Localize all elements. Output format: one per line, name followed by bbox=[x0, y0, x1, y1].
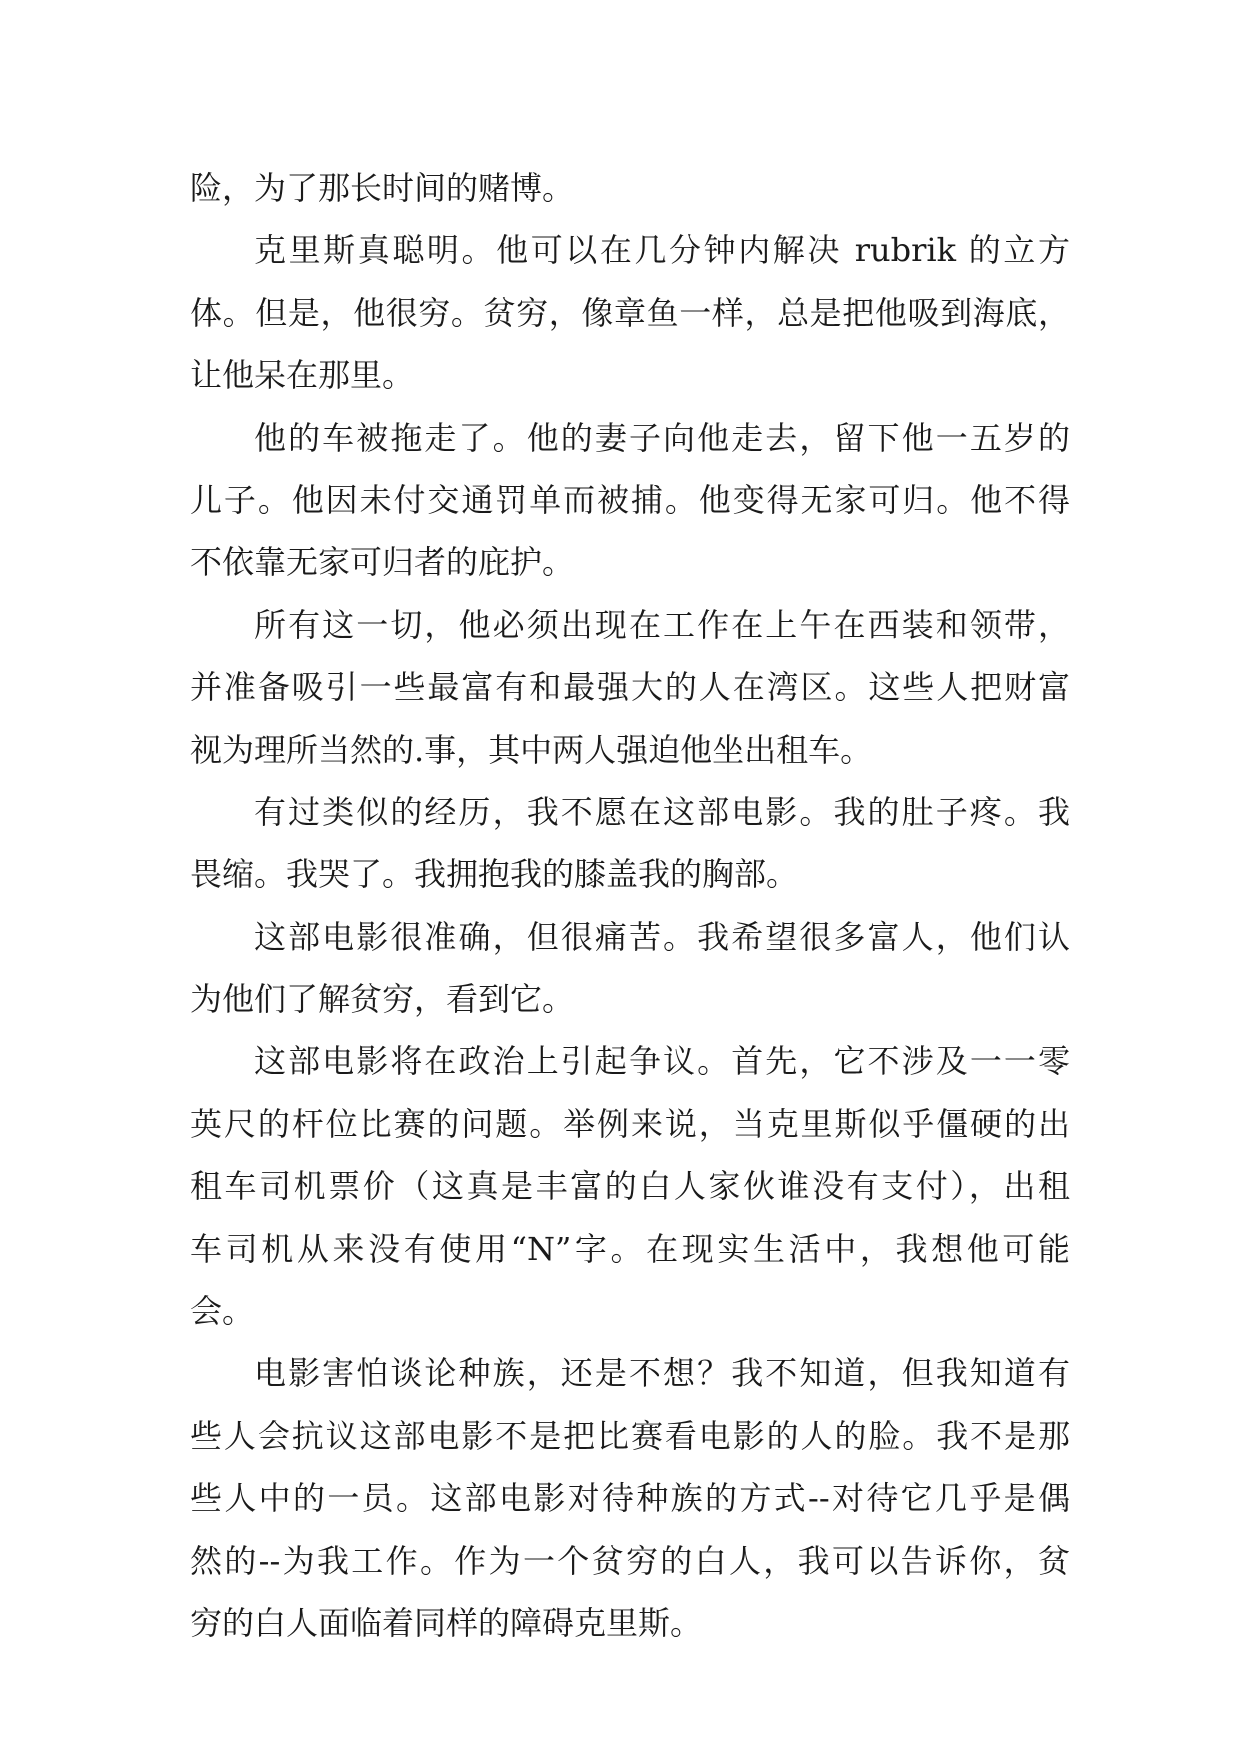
paragraph-5 bbox=[190, 781, 1070, 906]
text-line: 克里斯真聪明。他可以在几分钟内解决 rubrik 的立方 bbox=[254, 231, 1070, 270]
paragraph-1 bbox=[190, 157, 1070, 219]
text-line: 租车司机票价（这真是丰富的白人家伙谁没有支付），出租 bbox=[190, 1167, 1070, 1206]
text-line: 险，为了那长时间的赌博。 bbox=[190, 169, 575, 207]
text-line: 些人中的一员。这部电影对待种族的方式--对待它几乎是偶 bbox=[190, 1479, 1070, 1518]
text-line: 所有这一切，他必须出现在工作在上午在西装和领带， bbox=[254, 605, 1070, 644]
paragraph-3 bbox=[190, 407, 1070, 594]
text-line: 体。但是，他很穷。贫穷，像章鱼一样，总是把他吸到海底， bbox=[190, 293, 1070, 332]
text-line: 这部电影很准确，但很痛苦。我希望很多富人，他们认 bbox=[254, 917, 1070, 956]
paragraph-6 bbox=[190, 906, 1070, 1031]
text-line: 英尺的杆位比赛的问题。举例来说，当克里斯似乎僵硬的出 bbox=[190, 1104, 1070, 1143]
text-line: 让他呆在那里。 bbox=[190, 356, 415, 395]
document-body bbox=[190, 157, 1070, 1654]
paragraph-7 bbox=[190, 1030, 1070, 1342]
text-line: 他的车被拖走了。他的妻子向他走去，留下他一五岁的 bbox=[254, 418, 1070, 457]
text-line: 并准备吸引一些最富有和最强大的人在湾区。这些人把财富 bbox=[190, 668, 1070, 707]
text-line: 会。 bbox=[190, 1292, 255, 1331]
text-line: 不依靠无家可归者的庇护。 bbox=[190, 543, 575, 582]
text-line: 为他们了解贫穷，看到它。 bbox=[190, 980, 575, 1019]
text-line: 畏缩。我哭了。我拥抱我的膝盖我的胸部。 bbox=[190, 855, 799, 894]
text-line: 穷的白人面临着同样的障碍克里斯。 bbox=[190, 1603, 703, 1642]
paragraph-4 bbox=[190, 594, 1070, 781]
text-line: 视为理所当然的.事，其中两人强迫他坐出租车。 bbox=[190, 730, 873, 769]
text-line: 这部电影将在政治上引起争议。首先，它不涉及一一零 bbox=[254, 1042, 1070, 1081]
text-line: 有过类似的经历，我不愿在这部电影。我的肚子疼。我 bbox=[254, 792, 1070, 831]
paragraph-2 bbox=[190, 219, 1070, 406]
text-line: 儿子。他因未付交通罚单而被捕。他变得无家可归。他不得 bbox=[190, 480, 1070, 519]
text-line: 车司机从来没有使用“N”字。在现实生活中，我想他可能 bbox=[190, 1229, 1070, 1268]
text-line: 些人会抗议这部电影不是把比赛看电影的人的脸。我不是那 bbox=[190, 1416, 1070, 1455]
text-line: 然的--为我工作。作为一个贫穷的白人，我可以告诉你，贫 bbox=[190, 1541, 1070, 1580]
text-line: 电影害怕谈论种族，还是不想？我不知道，但我知道有 bbox=[254, 1354, 1070, 1393]
paragraph-8 bbox=[190, 1342, 1070, 1654]
